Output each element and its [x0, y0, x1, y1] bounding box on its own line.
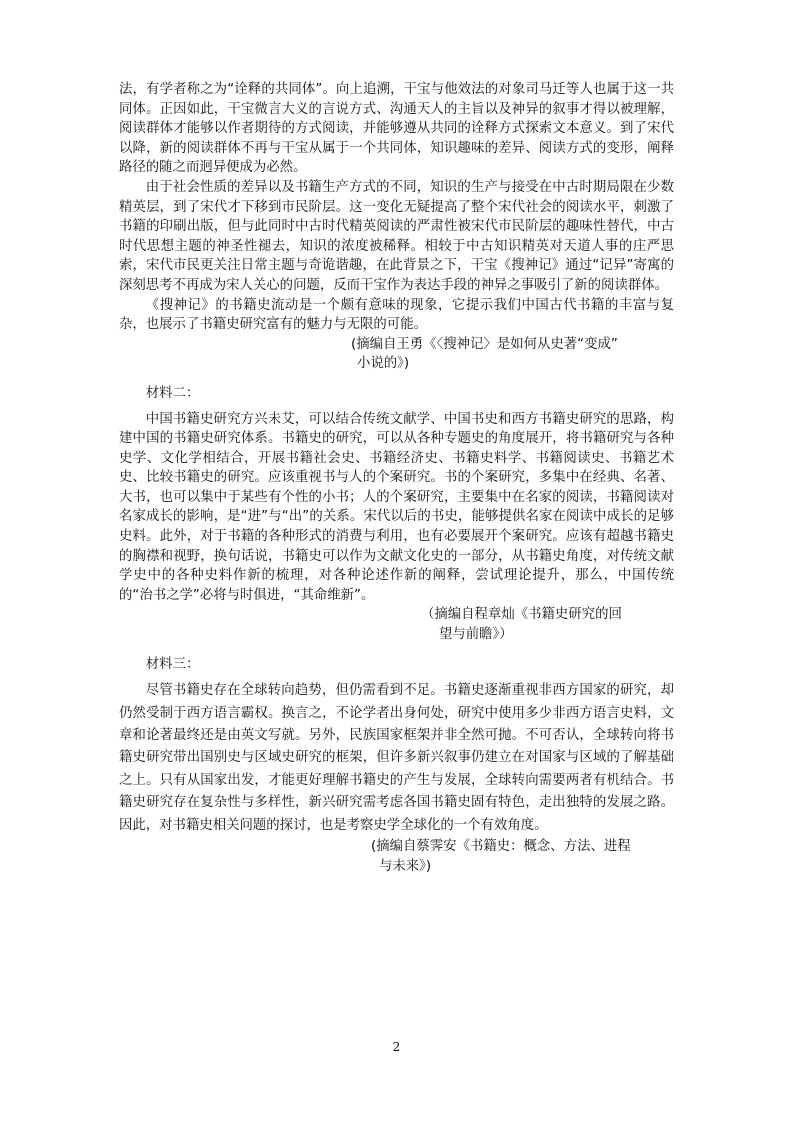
citation-material-two [119, 605, 674, 644]
citation-material-three [119, 837, 674, 876]
paragraph-soushenji-summary: 《搜神记》的书籍史流动是一个颇有意味的现象，它提示我们中国古代书籍的丰富与复杂，也展示了书籍史研究富有的魅力与无限的可能。 [119, 297, 674, 333]
citation-material-one [119, 335, 674, 374]
paragraph-book-history-research: 中国书籍史研究方兴未艾，可以结合传统文献学、中国书史和西方书籍史研究的思路，构建中国的书籍史研究体系。书籍史的研究，可以从各种专题史的角度展开，将书籍研究与各种史学、文化学相结合，开展书籍社会史、书籍经济史、书籍史料学、书籍阅读史、书籍艺术史、比较书籍史的研究。应该重视书与人的个案研究。书的个案研究，多集中在经典、名著、大书，也可以集中于某些有个性的小书；人的个案研究，主要集中在名家的阅读，书籍阅读对名家成长的影响，是“进”与“出”的关系。宋代以后的书史，能够提供名家在阅读中成长的足够史料。此外，对于书籍的各种形式的消费与利用，也有必要展开个案研究。应该有超越书籍史的胸襟和视野，换句话说，书籍史可以作为文献文化史的一部分，从书籍史角度，对传统文献学史中的各种史料作新的梳理，对各种论述作新的阐释，尝试理论提升，那么，中国传统的“治书之学”必将与时俱进，“其命维新”。 [119, 411, 674, 603]
citation-line: (摘编自蔡霁安《书籍史：概念、方法、进程 [371, 839, 631, 855]
material-three-heading: 材料三： [145, 656, 200, 672]
citation-line: 小说的》) [357, 356, 410, 372]
citation-line: （摘编自程章灿《书籍史研究的回 [421, 607, 622, 623]
citation-line: 与未来》) [379, 858, 432, 874]
document-body [119, 80, 674, 876]
paragraph-interpretive-community: 法，有学者称之为“诠释的共同体”。向上追溯，干宝与他效法的对象司马迁等人也属于这一共同体。正因如此，干宝微言大义的言说方式、沟通天人的主旨以及神异的叙事才得以被理解，阅读群体才能够以作者期待的方式阅读，并能够遵从共同的诠释方式探索文本意义。到了宋代以降，新的阅读群体不再与干宝从属于一个共同体，知识趣味的差异、阅读方式的变形，阐释路径的随之而迥异便成为必然。 [119, 82, 674, 176]
paragraph-social-difference: 由于社会性质的差异以及书籍生产方式的不同，知识的生产与接受在中古时期局限在少数精英层，到了宋代才下移到市民阶层。这一变化无疑提高了整个宋代社会的阅读水平，刺激了书籍的印刷出版，但与此同时中古时代精英阅读的严肃性被宋代市民阶层的趣味性替代，中古时代思想主题的神圣性褪去，知识的浓度被稀释。相较于中古知识精英对天道人事的庄严思索，宋代市民更关注日常主题与奇诡谐趣，在此背景之下，干宝《搜神记》通过“记异”寄寓的深刻思考不再成为宋人关心的问题，反而干宝作为表达手段的神异之事吸引了新的阅读群体。 [119, 179, 674, 293]
citation-line: (摘编自王勇《〈搜神记〉是如何从史著“变成” [351, 336, 618, 352]
page-number: 2 [392, 1040, 401, 1054]
citation-line: 望与前瞻》） [439, 627, 513, 643]
material-two-heading: 材料二： [145, 385, 200, 401]
paragraph-global-turn: 尽管书籍史存在全球转向趋势，但仍需看到不足。书籍史逐渐重视非西方国家的研究，却仍然受制于西方语言霸权。换言之，不论学者出身何处，研究中使用多少非西方语言史料，文章和论著最终还是由英文写就。另外，民族国家框架并非全然可抛。不可否认，全球转向将书籍史研究带出国别史与区域史研究的框架，但许多新兴叙事仍建立在对国家与区域的了解基础之上。只有从国家出发，才能更好理解书籍史的产生与发展，全球转向需要两者有机结合。书籍史研究存在复杂性与多样性，新兴研究需考虑各国书籍史固有特色，走出独特的发展之路。因此，对书籍史相关问题的探讨，也是考察史学全球化的一个有效角度。 [119, 683, 674, 833]
